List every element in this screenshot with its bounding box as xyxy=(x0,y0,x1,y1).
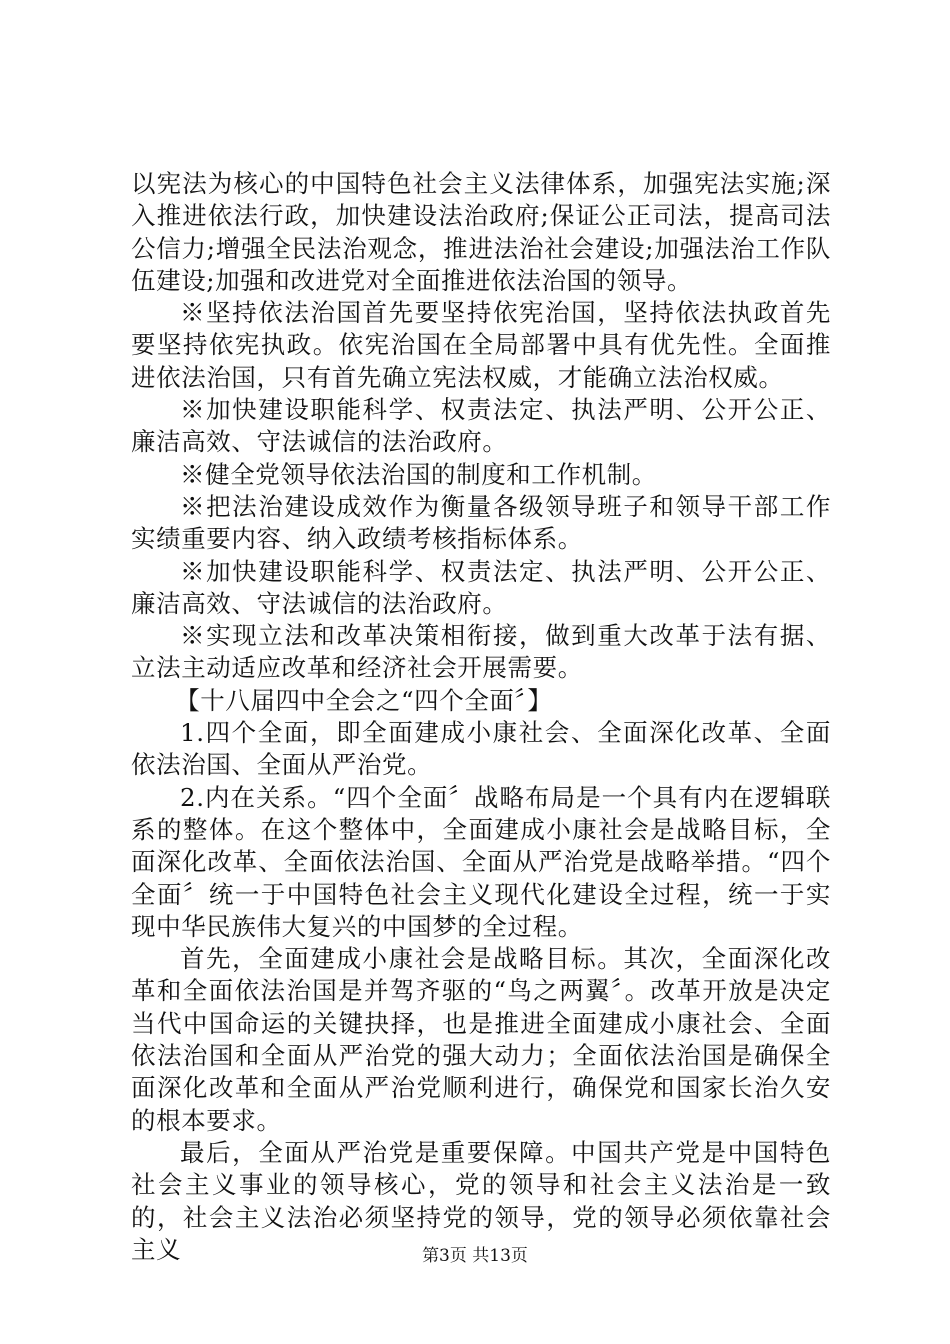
section-heading: 【十八届四中全会之“四个全面〞】 xyxy=(175,685,553,715)
paragraph-rule-of-law-government-repeat: ※加快建设职能科学、权责法定、执法严明、公开公正、廉洁高效、守法诚信的法治政府。 xyxy=(131,556,831,618)
document-body xyxy=(131,168,831,1266)
paragraph-performance-assessment: ※把法治建设成效作为衡量各级领导班子和领导干部工作实绩重要内容、纳入政绩考核指标体系。 xyxy=(131,491,831,554)
paragraph-party-leadership-mechanism: ※健全党领导依法治国的制度和工作机制。 xyxy=(180,459,657,489)
paragraph-first-second: 首先，全面建成小康社会是战略目标。其次，全面深化改革和全面依法治国是并驾齐驱的“鸟之两翼〞。改革开放是决定当代中国命运的关键抉择，也是推进全面建成小康社会、全面依法治国和全面从严治党的强大动力；全面依法治国是确保全面深化改革和全面从严治党顺利进行，确保党和国家长治久安的根本要求。 xyxy=(131,944,831,1135)
paragraph-internal-relationship: 2.内在关系。“四个全面〞战略布局是一个具有内在逻辑联系的整体。在这个整体中，全面建成小康社会是战略目标，全面深化改革、全面依法治国、全面从严治党是战略举措。“四个全面〞统一于中国特色社会主义现代化建设全过程，统一于实现中华民族伟大复兴的中国梦的全过程。 xyxy=(131,782,831,941)
page-number-footer: 第3页 共13页 xyxy=(422,1246,528,1266)
paragraph-four-comprehensives: 1.四个全面，即全面建成小康社会、全面深化改革、全面依法治国、全面从严治党。 xyxy=(131,718,831,780)
paragraph-finally: 最后，全面从严治党是重要保障。中国共产党是中国特色社会主义事业的领导核心，党的领导和社会主义法治是一致的，社会主义法治必须坚持党的领导，党的领导必须依靠社会主义 xyxy=(131,1137,831,1264)
paragraph-law-system: 以宪法为核心的中国特色社会主义法律体系，加强宪法实施;深入推进依法行政，加快建设法治政府;保证公正司法，提高司法公信力;增强全民法治观念，推进法治社会建设;加强法治工作队伍建设;加强和改进党对全面推进依法治国的领导。 xyxy=(131,169,831,295)
paragraph-legislation-reform: ※实现立法和改革决策相衔接，做到重大改革于法有据、立法主动适应改革和经济社会开展需要。 xyxy=(131,621,831,683)
paragraph-rule-of-law-government: ※加快建设职能科学、权责法定、执法严明、公开公正、廉洁高效、守法诚信的法治政府。 xyxy=(131,395,831,457)
paragraph-constitution-first: ※坚持依法治国首先要坚持依宪治国，坚持依法执政首先要坚持依宪执政。依宪治国在全局部署中具有优先性。全面推进依法治国，只有首先确立宪法权威，才能确立法治权威。 xyxy=(131,298,831,392)
